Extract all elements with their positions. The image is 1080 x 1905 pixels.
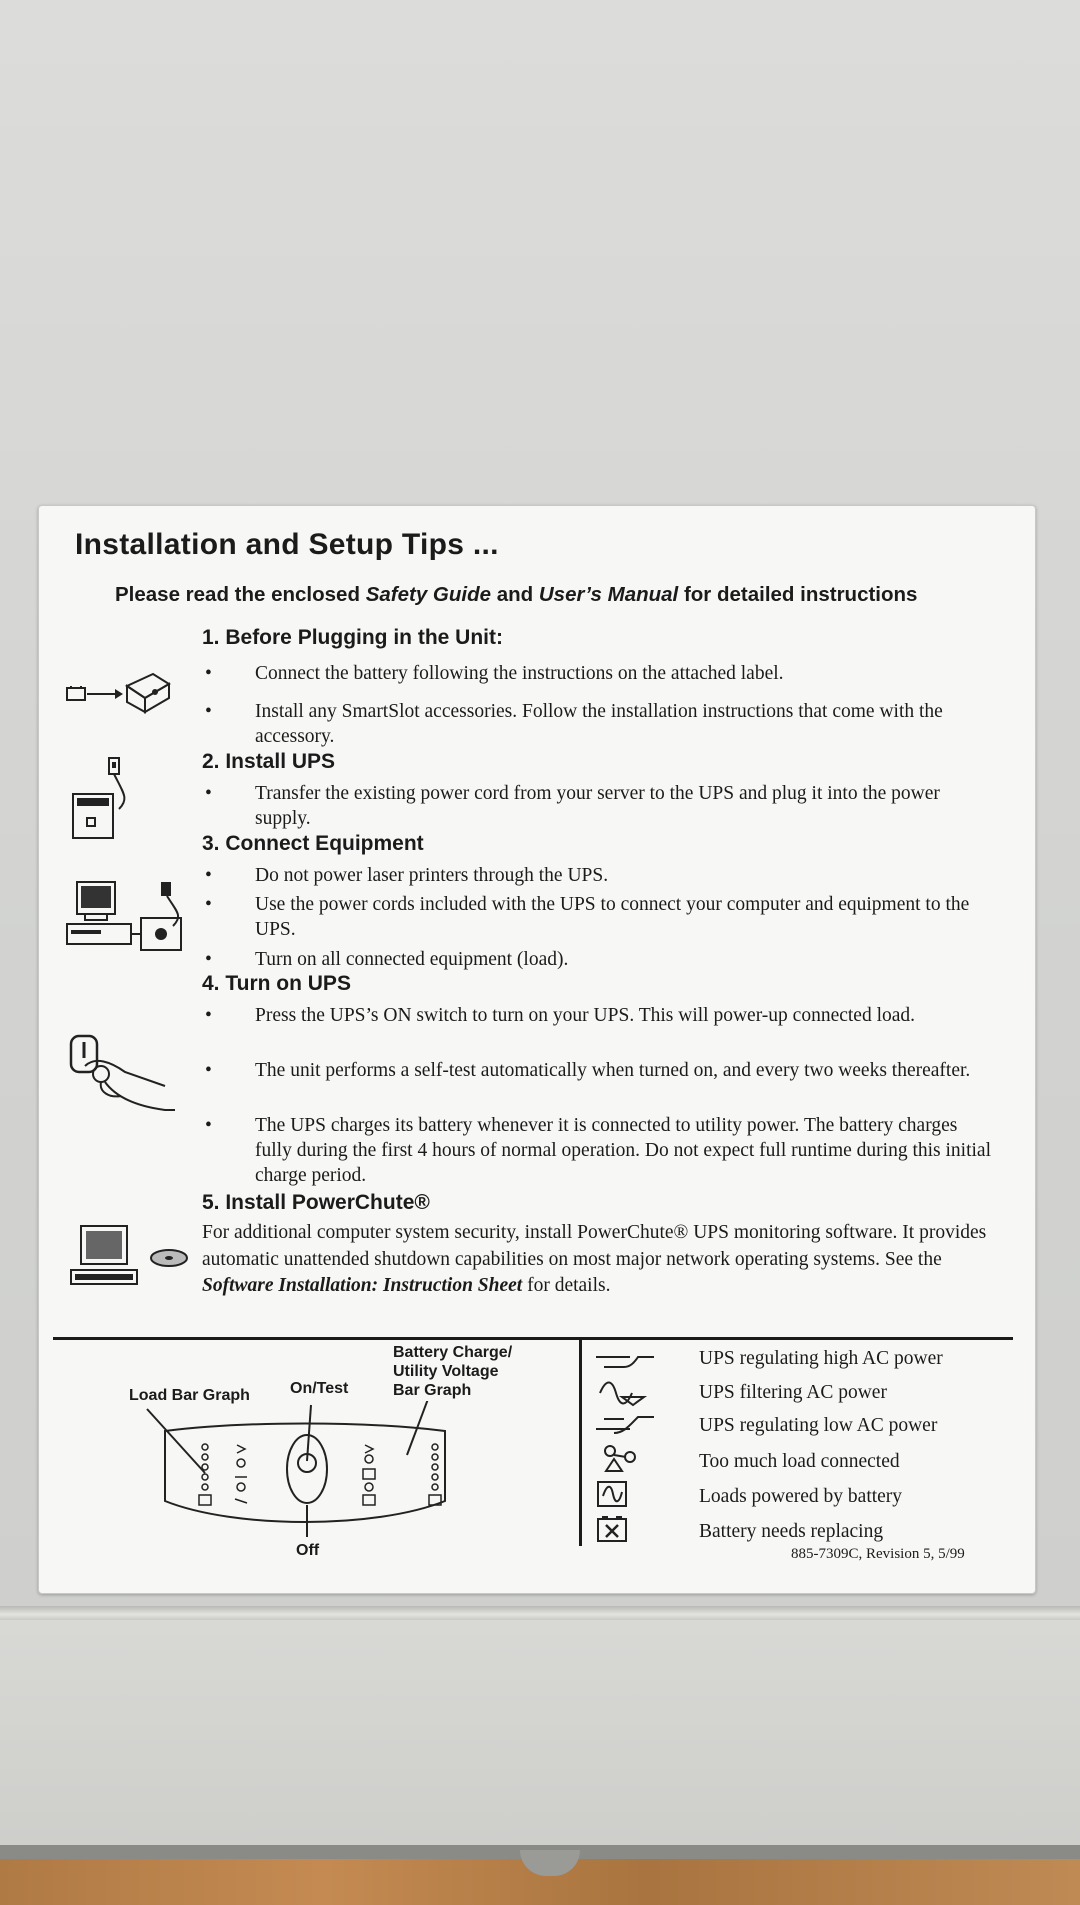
powerchute-computer-icon <box>65 1222 195 1292</box>
legend-regulating-high: UPS regulating high AC power <box>699 1348 943 1369</box>
regulating-high-icon <box>594 1349 656 1373</box>
section-1-heading: 1. Before Plugging in the Unit: <box>202 626 503 649</box>
section-2-heading: 2. Install UPS <box>202 750 336 773</box>
section-4-heading: 4. Turn on UPS <box>202 972 351 995</box>
bullet-dot: • <box>205 894 212 915</box>
section-3-heading: 3. Connect Equipment <box>202 832 424 855</box>
label-subtitle <box>115 583 917 607</box>
off-label: Off <box>296 1542 320 1559</box>
bullet-dot: • <box>205 1115 212 1136</box>
bullet-dot: • <box>205 1060 212 1081</box>
bullet-dot: • <box>205 783 212 804</box>
status-leds-right <box>363 1445 375 1505</box>
instruction-sheet-ref: Software Installation: Instruction Sheet <box>202 1275 523 1296</box>
subtitle-post: for detailed instructions <box>683 583 918 606</box>
revision-number: 885-7309C, Revision 5, 5/99 <box>791 1546 965 1562</box>
regulating-low-icon <box>594 1411 656 1437</box>
legend-filtering: UPS filtering AC power <box>699 1382 887 1403</box>
battery-leds <box>429 1444 441 1505</box>
status-leds-left <box>235 1445 247 1503</box>
bullet-dot: • <box>205 701 212 722</box>
label-title: Installation and Setup Tips ... <box>75 528 499 561</box>
front-panel-diagram <box>125 1401 485 1541</box>
battery-connect-icon <box>65 666 175 718</box>
subtitle-users-manual: User’s Manual <box>538 583 679 606</box>
subtitle-pre: Please read the enclosed <box>115 583 360 606</box>
bullet-dot: • <box>205 865 212 886</box>
battery-charge-label: Battery Charge/ Utility Voltage Bar Graph <box>393 1344 513 1399</box>
ups-case-seam <box>0 1606 1080 1620</box>
ups-case-bottom <box>0 1620 1080 1845</box>
subtitle-safety-guide: Safety Guide <box>365 583 491 606</box>
legend-regulating-low: UPS regulating low AC power <box>699 1415 938 1436</box>
ups-plug-icon <box>69 754 149 844</box>
bullet-dot: • <box>205 1005 212 1026</box>
computer-equipment-icon <box>65 876 195 956</box>
legend-battery-power: Loads powered by battery <box>699 1486 903 1507</box>
on-test-label: On/Test <box>290 1380 349 1397</box>
section-5-heading: 5. Install PowerChute® <box>202 1191 430 1214</box>
bullet-dot: • <box>205 949 212 970</box>
load-bar-graph-label: Load Bar Graph <box>129 1387 250 1404</box>
setup-tips-label: Installation and Setup Tips ... Please read the enclosed Safety Guide and User’s Manual for detailed instructions 1. Before Plugging in the Unit: • Connect the battery following the instructions on the attached label. • Install any SmartSlot accessories. Follow the installation instructions that come with the accessory. 2. Install UPS • Transfer the existing power cord from your server to the UPS and plug it into the power supply. 3. Connect Equipment • Do not power laser printers through the UPS. • Use the power cords included with the UPS to connect your computer and equipment to the UPS. • Turn on all connected equipment (load). 4. Turn on UPS • Press the UPS’s ON switch to turn on your UPS. This will power-up connected load. • The unit performs a self-test automatically when turned on, and every two weeks thereafter. • The UPS charges its battery whenever it is connected to utility power. The battery charges fully during the first 4 hours of normal operation. Do not expect full runtime during this initial charge period. 5. Install PowerChute® For additional computer system security, install PowerChute® UPS monitoring software. It provides automatic unattended shutdown capabilities on most major network operating systems. See the Software Installation: Instruction Sheet for details. Load Bar Graph On/Test Battery Charge/ Utility Voltage Bar Graph Off UPS regulating high AC power UPS filtering AC power UPS regulating low AC power Too much load connected Loads powered by battery Battery needs replacing 885-7309C, Revision 5, 5/99 <box>38 505 1036 1594</box>
battery-power-icon <box>594 1478 634 1508</box>
replace-battery-icon <box>594 1513 634 1543</box>
panel-divider-vertical <box>579 1340 582 1546</box>
bullet-dot: • <box>205 663 212 684</box>
section-5-paragraph: For additional computer system security, install PowerChute® UPS monitoring software. It provides automatic unattended shutdown capabilities on most major network operating systems. See the Software Installation: Instruction Sheet for details. <box>202 1222 987 1296</box>
legend-replace-battery: Battery needs replacing <box>699 1521 884 1542</box>
legend-overload: Too much load connected <box>699 1451 900 1472</box>
load-leds <box>199 1444 211 1505</box>
overload-icon <box>594 1443 656 1473</box>
panel-divider-horizontal <box>53 1337 1013 1340</box>
press-on-switch-icon <box>65 1026 185 1116</box>
subtitle-and: and <box>496 583 534 606</box>
filtering-icon <box>594 1379 656 1407</box>
